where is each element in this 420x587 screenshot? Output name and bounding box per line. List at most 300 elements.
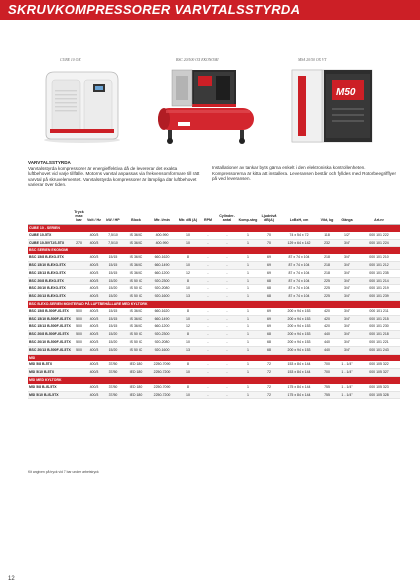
table-cell: 500 xyxy=(72,338,86,346)
table-cell: 920-2300 xyxy=(148,277,176,285)
table-cell: 420 xyxy=(318,315,336,323)
table-cell: 420 xyxy=(318,308,336,315)
table-cell: 68 xyxy=(258,346,280,354)
table-cell: IS 36/IC xyxy=(124,254,148,261)
table-cell: IS 36/IC xyxy=(124,315,148,323)
table-cell: IED 180 xyxy=(124,391,148,399)
table-cell: 10 xyxy=(176,232,200,239)
table-cell: 000 101 222 xyxy=(358,232,400,239)
table-cell: 153 x 84 x 144 xyxy=(280,369,318,377)
table-cell: 72 xyxy=(258,361,280,368)
model-cell: BSC 15/13 B-500F-IS-5TX xyxy=(28,323,72,331)
table-cell: IS 36/IC xyxy=(124,232,148,239)
model-cell: BSC 20/10 B-EXO-5TX xyxy=(28,285,72,293)
table-cell: - xyxy=(216,384,238,391)
description-text-left: Varvtalsstyrda kompressorer är energieffektiva då de levererar det exakta luftbehovet vid varje tillfälle. Motorns varvtal anpassas via frekvensomformare till rätt varvtal på skruvelementet. Varvtalsstyrda kompressorer är lämpliga där luftbehovet varierar över tiden. xyxy=(28,165,200,188)
table-cell: 87 x 74 x 104 xyxy=(280,269,318,277)
table-cell: 225 xyxy=(318,285,336,293)
table-cell: 400/3 xyxy=(86,269,102,277)
table-cell xyxy=(72,254,86,261)
table-cell: 69 xyxy=(258,308,280,315)
table-cell: 000 101 218 xyxy=(358,331,400,339)
table-cell: 10 xyxy=(176,315,200,323)
table-cell: 87 x 74 x 104 xyxy=(280,285,318,293)
page-number: 12 xyxy=(8,576,15,582)
table-cell: 000 101 215 xyxy=(358,315,400,323)
table-cell: 72 xyxy=(258,369,280,377)
model-cell: BSC 15/8 B-EXO-5TX xyxy=(28,254,72,261)
table-cell: - xyxy=(216,285,238,293)
table-cell: 400-990 xyxy=(148,239,176,247)
table-cell: 1 xyxy=(238,239,258,247)
table-cell: - xyxy=(216,232,238,239)
product-label-2: BSC 20/500 OX EKONOMI xyxy=(176,58,219,62)
section-title: BSC SERIEN EKONOMI xyxy=(28,247,400,254)
table-cell: 3/4" xyxy=(336,315,358,323)
table-cell: 72 xyxy=(258,384,280,391)
table-cell: - xyxy=(216,315,238,323)
table-cell: 3/4" xyxy=(336,331,358,339)
table-cell: 37/50 xyxy=(102,361,124,368)
table-cell: - xyxy=(200,254,216,261)
table-cell: - xyxy=(200,331,216,339)
table-cell: 1 - 1/4" xyxy=(336,361,358,368)
table-cell: 15/15 xyxy=(102,254,124,261)
table-cell: IS 50 IC xyxy=(124,338,148,346)
section-row xyxy=(28,247,400,254)
table-cell: - xyxy=(200,232,216,239)
table-cell: 400/3 xyxy=(86,338,102,346)
table-cell: 15/20 xyxy=(102,277,124,285)
table-cell: 000 105 328 xyxy=(358,391,400,399)
table-cell: 3/4" xyxy=(336,277,358,285)
table-cell: - xyxy=(216,331,238,339)
table-cell: 69 xyxy=(258,261,280,269)
table-cell: 1 - 1/4" xyxy=(336,391,358,399)
table-row xyxy=(28,315,400,323)
model-cell: BSC 20/10 B-500F-IS-5TX xyxy=(28,338,72,346)
table-cell: 10 xyxy=(176,285,200,293)
section-title: MSI xyxy=(28,354,400,361)
table-cell: 68 xyxy=(258,338,280,346)
table-cell: 68 xyxy=(258,277,280,285)
model-cell: BSC 20/13 B-EXO-5TX xyxy=(28,293,72,301)
table-cell: 000 101 219 xyxy=(358,285,400,293)
table-cell: 70 xyxy=(258,232,280,239)
table-cell: 660-1200 xyxy=(148,323,176,331)
table-row xyxy=(28,254,400,261)
table-cell: - xyxy=(216,293,238,301)
column-header: LxBxH, cm xyxy=(280,210,318,225)
table-cell: 700 xyxy=(318,361,336,368)
table-cell: 000 101 230 xyxy=(358,323,400,331)
description-text-right: Installationer av tankar byts gärna enkelt i den elektroniska kontrollenheten. Kompressorerna är kitta att installera. Leveransen består och fylldes med Rotorbeegrifflyer på ved leveransen. xyxy=(212,165,397,182)
table-cell: 500 xyxy=(72,331,86,339)
column-header: Volt / Hz xyxy=(86,210,102,225)
table-cell: - xyxy=(200,293,216,301)
table-cell: 15/15 xyxy=(102,315,124,323)
table-row xyxy=(28,338,400,346)
table-cell: 68 xyxy=(258,293,280,301)
table-cell: 1 xyxy=(238,369,258,377)
table-cell: 3/4" xyxy=(336,254,358,261)
table-cell: 2250-7090 xyxy=(148,361,176,368)
table-cell: 1 xyxy=(238,323,258,331)
table-cell: 87 x 74 x 104 xyxy=(280,293,318,301)
table-cell: 69 xyxy=(258,269,280,277)
table-cell: 218 xyxy=(318,269,336,277)
table-cell: 69 xyxy=(258,315,280,323)
table-cell: 920-1600 xyxy=(148,293,176,301)
spec-table-body xyxy=(28,225,400,399)
table-row xyxy=(28,261,400,269)
table-row xyxy=(28,361,400,368)
table-cell: 15/20 xyxy=(102,338,124,346)
table-cell: IED 180 xyxy=(124,369,148,377)
table-cell: 1/2" xyxy=(336,232,358,239)
table-cell: 118 xyxy=(318,232,336,239)
table-cell: 1 xyxy=(238,331,258,339)
table-cell: 1 xyxy=(238,232,258,239)
table-row xyxy=(28,277,400,285)
table-cell: 920-2080 xyxy=(148,338,176,346)
table-cell: IS 50 IC xyxy=(124,293,148,301)
column-header: Art.nr xyxy=(358,210,400,225)
table-row xyxy=(28,391,400,399)
spec-table xyxy=(28,210,400,399)
table-cell: - xyxy=(200,361,216,368)
column-header: kW / HP xyxy=(102,210,124,225)
table-cell: 15/20 xyxy=(102,346,124,354)
table-cell: 1 xyxy=(238,361,258,368)
table-cell: IS 50 IC xyxy=(124,277,148,285)
table-cell: 200 x 94 x 153 xyxy=(280,346,318,354)
section-title: MSI MED KYLTORK xyxy=(28,376,400,383)
table-row xyxy=(28,346,400,354)
table-cell: 920-2300 xyxy=(148,331,176,339)
table-cell: 660-1620 xyxy=(148,254,176,261)
table-cell xyxy=(72,232,86,239)
table-row xyxy=(28,293,400,301)
table-cell: 440 xyxy=(318,346,336,354)
table-cell: - xyxy=(216,269,238,277)
table-cell: 15/20 xyxy=(102,331,124,339)
table-row xyxy=(28,308,400,315)
svg-text:M50: M50 xyxy=(336,87,356,98)
table-cell: 400/3 xyxy=(86,285,102,293)
table-cell: - xyxy=(216,361,238,368)
model-cell: BSC 20/13 B-500F-IS-5TX xyxy=(28,346,72,354)
table-cell: IS 36/IC xyxy=(124,308,148,315)
table-cell: 69 xyxy=(258,323,280,331)
table-cell: 1 xyxy=(238,277,258,285)
table-cell: 7,5/10 xyxy=(102,239,124,247)
table-cell: 225 xyxy=(318,277,336,285)
table-cell: 1 xyxy=(238,269,258,277)
table-cell: 000 101 214 xyxy=(358,277,400,285)
table-cell xyxy=(72,261,86,269)
table-cell: 37/50 xyxy=(102,369,124,377)
table-cell: 000 101 210 xyxy=(358,254,400,261)
column-header: Mtr. dB (A) xyxy=(176,210,200,225)
column-header: Mtr. l/min xyxy=(148,210,176,225)
spec-table-head xyxy=(28,210,400,225)
column-header: Vikt, kg xyxy=(318,210,336,225)
header-bar xyxy=(0,0,420,20)
table-cell: - xyxy=(200,384,216,391)
table-cell: IS 36/IC xyxy=(124,269,148,277)
table-cell: 660-1490 xyxy=(148,261,176,269)
table-row xyxy=(28,232,400,239)
product-label-1: CUBE 10 OX xyxy=(60,58,81,62)
table-cell: 400/3 xyxy=(86,384,102,391)
column-header: Ljudnivå dB(A) xyxy=(258,210,280,225)
description-right xyxy=(212,165,400,181)
table-cell: 660-1620 xyxy=(148,308,176,315)
table-cell: 3/4" xyxy=(336,338,358,346)
table-cell: IS 50 IC xyxy=(124,331,148,339)
table-row xyxy=(28,239,400,247)
table-cell: 000 105 323 xyxy=(358,384,400,391)
table-cell: 87 x 74 x 104 xyxy=(280,277,318,285)
table-row xyxy=(28,285,400,293)
column-header: RPM xyxy=(200,210,216,225)
table-cell: 72 xyxy=(258,391,280,399)
column-header xyxy=(28,210,72,225)
table-cell: - xyxy=(200,346,216,354)
table-cell: 400/3 xyxy=(86,308,102,315)
table-cell: 15/15 xyxy=(102,323,124,331)
table-cell xyxy=(72,361,86,368)
table-cell: 1 xyxy=(238,391,258,399)
table-cell: 000 101 224 xyxy=(358,239,400,247)
table-cell xyxy=(72,293,86,301)
table-cell: 10 xyxy=(176,369,200,377)
table-cell: IS 50 IC xyxy=(124,346,148,354)
table-cell: 400/3 xyxy=(86,346,102,354)
table-cell: 000 101 212 xyxy=(358,261,400,269)
table-cell: 920-1600 xyxy=(148,346,176,354)
table-cell: 400/3 xyxy=(86,369,102,377)
product-image-bsc xyxy=(152,66,260,146)
table-cell: 500 xyxy=(72,315,86,323)
table-cell: - xyxy=(200,391,216,399)
table-cell: 13 xyxy=(176,346,200,354)
table-cell: 000 101 211 xyxy=(358,308,400,315)
table-cell: 87 x 74 x 104 xyxy=(280,261,318,269)
table-cell: 3/4" xyxy=(336,269,358,277)
table-cell: 3/4" xyxy=(336,308,358,315)
table-cell: - xyxy=(200,285,216,293)
table-cell: 000 101 243 xyxy=(358,346,400,354)
table-cell: 1 xyxy=(238,384,258,391)
table-cell: 232 xyxy=(318,239,336,247)
column-header: Block xyxy=(124,210,148,225)
table-cell: 37/50 xyxy=(102,391,124,399)
table-cell: 3/4" xyxy=(336,261,358,269)
table-cell: - xyxy=(216,277,238,285)
table-cell: 13 xyxy=(176,293,200,301)
table-row xyxy=(28,384,400,391)
table-cell: - xyxy=(200,269,216,277)
table-row xyxy=(28,269,400,277)
model-cell: BSC 15/13 B-EXO-5TX xyxy=(28,269,72,277)
table-cell: 3/4" xyxy=(336,346,358,354)
table-cell: 400/3 xyxy=(86,331,102,339)
table-cell: 12 xyxy=(176,269,200,277)
table-cell: - xyxy=(200,315,216,323)
table-cell: 2250-7200 xyxy=(148,369,176,377)
table-cell: 15/20 xyxy=(102,285,124,293)
table-cell: 000 101 221 xyxy=(358,338,400,346)
table-cell: 68 xyxy=(258,331,280,339)
table-cell xyxy=(72,391,86,399)
table-cell xyxy=(72,269,86,277)
table-cell: 000 101 235 xyxy=(358,269,400,277)
table-cell: 200 x 94 x 153 xyxy=(280,338,318,346)
table-cell: - xyxy=(216,254,238,261)
model-cell: MSI 5/10 B-IS-5TX xyxy=(28,391,72,399)
table-cell: 1 xyxy=(238,338,258,346)
column-header: Komp-steg xyxy=(238,210,258,225)
table-cell: 15/15 xyxy=(102,269,124,277)
model-cell: BSC 20/8 B-EXO-5TX xyxy=(28,277,72,285)
table-cell: 400/3 xyxy=(86,293,102,301)
table-cell: 2250-7090 xyxy=(148,384,176,391)
table-cell: 1 xyxy=(238,285,258,293)
table-cell: 000 101 239 xyxy=(358,293,400,301)
table-cell: - xyxy=(200,323,216,331)
table-cell: IED 180 xyxy=(124,384,148,391)
table-cell: 500 xyxy=(72,346,86,354)
table-cell: IS 36/IC xyxy=(124,239,148,247)
table-cell: 8 xyxy=(176,361,200,368)
table-cell: 1 xyxy=(238,261,258,269)
table-cell: 400/3 xyxy=(86,315,102,323)
table-cell: - xyxy=(216,369,238,377)
table-cell: 400/3 xyxy=(86,232,102,239)
section-title: CUBE 10 - SERIEN xyxy=(28,225,400,232)
column-header: Tryck max bar xyxy=(72,210,86,225)
table-cell: - xyxy=(216,323,238,331)
table-row xyxy=(28,331,400,339)
section-row xyxy=(28,225,400,232)
table-cell: 218 xyxy=(318,254,336,261)
table-cell: 8 xyxy=(176,254,200,261)
table-cell: 10 xyxy=(176,239,200,247)
table-cell xyxy=(72,369,86,377)
table-cell: - xyxy=(216,338,238,346)
table-cell: 755 xyxy=(318,384,336,391)
model-cell: BSC 15/10 B-EXO-5TX xyxy=(28,261,72,269)
product-image-cube xyxy=(38,66,126,144)
table-cell xyxy=(72,277,86,285)
table-cell: 400/3 xyxy=(86,323,102,331)
table-cell: 8 xyxy=(176,308,200,315)
table-cell: 000 105 327 xyxy=(358,369,400,377)
table-cell xyxy=(72,285,86,293)
table-cell: 2250-7200 xyxy=(148,391,176,399)
model-cell: CUBE 10-5TX xyxy=(28,232,72,239)
model-cell: MSI 5/8 B-5TX xyxy=(28,361,72,368)
table-cell: 1 - 1/4" xyxy=(336,384,358,391)
product-image-msa xyxy=(288,64,374,144)
page-title: SKRUVKOMPRESSORER VARVTALSSTYRDA xyxy=(8,2,301,17)
table-cell: 200 x 94 x 153 xyxy=(280,315,318,323)
table-cell: 70 xyxy=(258,239,280,247)
table-cell: 500 xyxy=(72,308,86,315)
table-cell: - xyxy=(200,239,216,247)
model-cell: BSC 20/8 B-500F-IS-5TX xyxy=(28,331,72,339)
table-cell: - xyxy=(216,239,238,247)
table-cell: 440 xyxy=(318,331,336,339)
table-cell: 400/3 xyxy=(86,239,102,247)
table-cell: - xyxy=(200,308,216,315)
table-cell: 3/4" xyxy=(336,239,358,247)
table-cell: 400/3 xyxy=(86,277,102,285)
table-cell: 920-2080 xyxy=(148,285,176,293)
table-cell: 68 xyxy=(258,285,280,293)
model-cell: MSI 5/8 B-IS-5TX xyxy=(28,384,72,391)
table-cell: 37/50 xyxy=(102,384,124,391)
table-cell: 1 xyxy=(238,346,258,354)
table-row xyxy=(28,369,400,377)
table-cell: 218 xyxy=(318,261,336,269)
column-header: Gänga xyxy=(336,210,358,225)
table-cell: 10 xyxy=(176,338,200,346)
section-row xyxy=(28,354,400,361)
table-cell: 87 x 74 x 104 xyxy=(280,254,318,261)
table-cell: 1 xyxy=(238,315,258,323)
table-cell: 175 x 84 x 144 xyxy=(280,391,318,399)
table-cell: 1 xyxy=(238,308,258,315)
section-title: BSC B-EXO-SERIEN MONTERAD PÅ LUFTBEHÅLLARE MED KYLTORK xyxy=(28,300,400,307)
table-cell: 500 xyxy=(72,323,86,331)
table-cell: 200 x 94 x 153 xyxy=(280,323,318,331)
table-cell: 1 xyxy=(238,254,258,261)
table-cell: - xyxy=(200,338,216,346)
table-cell: IS 50 IC xyxy=(124,285,148,293)
table-cell: 153 x 84 x 144 xyxy=(280,361,318,368)
table-cell: 440 xyxy=(318,338,336,346)
table-cell: 225 xyxy=(318,293,336,301)
table-cell: 8 xyxy=(176,277,200,285)
table-cell: IS 36/IC xyxy=(124,323,148,331)
table-cell: 15/20 xyxy=(102,293,124,301)
table-cell: 000 105 322 xyxy=(358,361,400,368)
table-cell xyxy=(72,384,86,391)
table-cell: 200 x 94 x 153 xyxy=(280,308,318,315)
table-cell: 8 xyxy=(176,331,200,339)
section-row xyxy=(28,376,400,383)
table-cell: 129 x 64 x 142 xyxy=(280,239,318,247)
table-cell: 1 - 1/4" xyxy=(336,369,358,377)
table-cell: 15/15 xyxy=(102,308,124,315)
table-cell: 3/4" xyxy=(336,293,358,301)
table-cell: 15/15 xyxy=(102,261,124,269)
section-row xyxy=(28,300,400,307)
table-cell: - xyxy=(200,369,216,377)
table-cell: 12 xyxy=(176,323,200,331)
table-cell: IS 36/IC xyxy=(124,261,148,269)
table-cell: 10 xyxy=(176,391,200,399)
table-cell: 700 xyxy=(318,369,336,377)
table-cell: 200 x 94 x 153 xyxy=(280,331,318,339)
model-cell: BSC 15/8 B-500F-IS-5TX xyxy=(28,308,72,315)
table-cell: 1 xyxy=(238,293,258,301)
table-cell: 755 xyxy=(318,391,336,399)
table-cell: 8 xyxy=(176,384,200,391)
